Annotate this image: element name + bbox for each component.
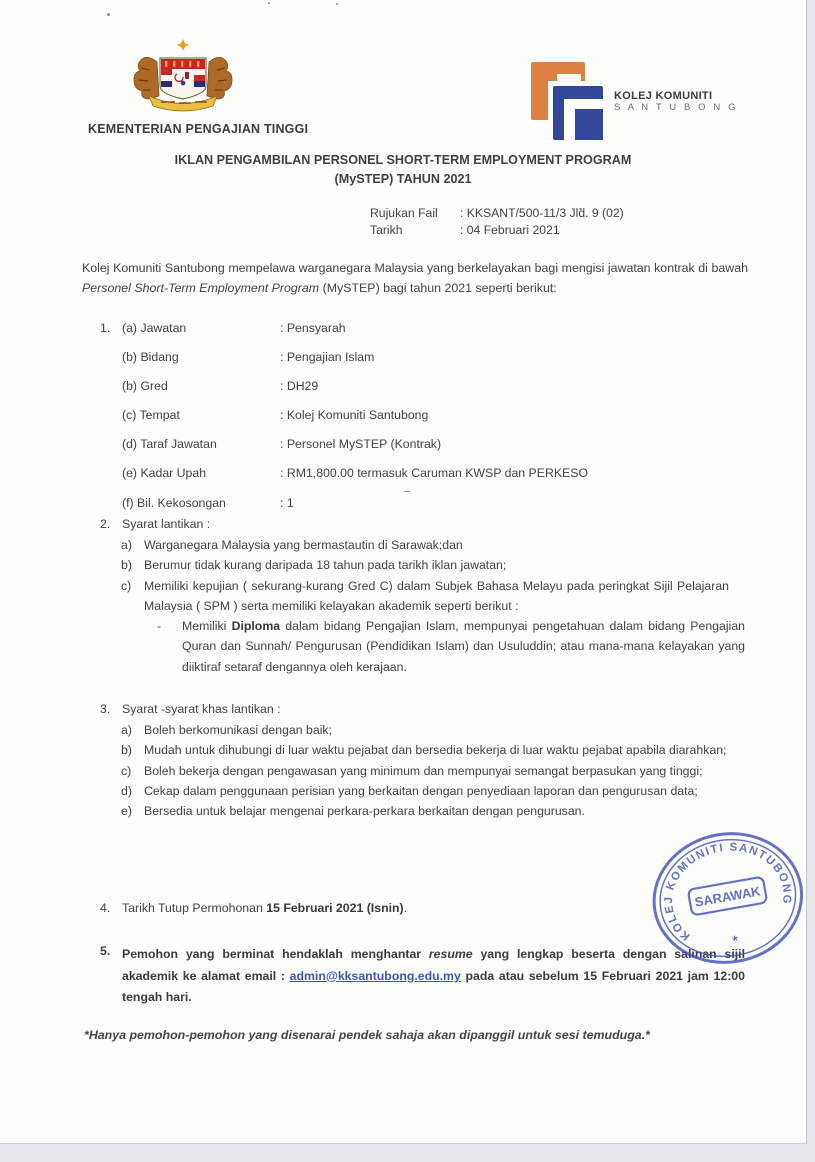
section-appointment-conditions: [100, 514, 745, 677]
section3-number: 3.: [100, 702, 111, 716]
item-letter: c): [121, 763, 132, 778]
job-value: : Kolej Komuniti Santubong: [280, 408, 429, 423]
job-row: [100, 459, 588, 488]
malaysia-coat-of-arms: [127, 38, 239, 118]
footer-note: *Hanya pemohon-pemohon yang disenarai pendek sahaja akan dipanggil untuk sesi temuduga.*: [84, 1028, 650, 1042]
job-value: : DH29: [280, 379, 319, 394]
section1-number: 1.: [100, 321, 111, 335]
intro-paragraph: [82, 258, 748, 298]
scan-speck: [336, 3, 338, 5]
section3-heading-row: [100, 699, 729, 720]
qualification-post: dalam bidang Pengajian Islam, mempunyai pengetahuan dalam bidang Pengajian Quran dan Sunnah/ Pengurusan (Pendidikan Islam) dan Usuluddin; atau mana-mana kelayakan yang diiktiraf setaraf dengannya oleh kerajaan.: [182, 619, 745, 674]
college-rubber-stamp: [637, 815, 815, 983]
item-text: Bersedia untuk belajar mengenai perkara-perkara berkaitan dengan pengurusan.: [144, 804, 585, 819]
college-logo-text: [614, 90, 738, 144]
intro-pre: Kolej Komuniti Santubong mempelawa warganegara Malaysia yang berkelayakan bagi mengisi jawatan kontrak di bawah: [82, 261, 748, 275]
dash-bullet: -: [157, 619, 162, 634]
condition-item: [121, 535, 729, 555]
job-row: [100, 343, 588, 372]
job-label: (c) Tempat: [122, 408, 180, 423]
item-text: Boleh bekerja dengan pengawasan yang minimum dan mempunyai semangat berpasukan yang tinggi;: [144, 763, 703, 778]
document-title-line2: (MySTEP) TAHUN 2021: [334, 172, 472, 186]
item-text: Memiliki kepujian ( sekurang-kurang Gred C) dalam Subjek Bahasa Melayu pada peringkat Sijil Pelajaran Malaysia ( SPM ) serta memiliki kelayakan akademik seperti berikut :: [144, 578, 729, 613]
job-value: : Pengajian Islam: [280, 350, 375, 365]
job-label: (d) Taraf Jawatan: [122, 437, 217, 452]
job-row: [100, 372, 588, 401]
closing-date-value: 15 Februari 2021 (Isnin): [266, 901, 404, 915]
job-label: (a) Jawatan: [122, 321, 187, 335]
job-row: [100, 401, 588, 430]
condition-item: [121, 576, 729, 617]
closing-date-post: .: [403, 901, 408, 915]
reference-file-label: Rujukan Fail: [370, 206, 438, 220]
special-condition-item: [121, 761, 729, 781]
item-letter: b): [121, 743, 132, 758]
item-letter: a): [121, 538, 132, 552]
section-closing-date: [100, 898, 407, 919]
item-letter: d): [121, 783, 132, 798]
application-email-link[interactable]: admin@kksantubong.edu.my: [289, 968, 461, 983]
job-label: (e) Kadar Upah: [122, 466, 207, 481]
reference-date-row: [370, 222, 624, 239]
item-letter: e): [121, 804, 132, 819]
closing-date-text: [122, 898, 407, 919]
item-letter: c): [121, 578, 132, 593]
special-condition-item: [121, 801, 729, 821]
reference-block: [370, 205, 624, 239]
college-name-line1: KOLEJ KOMUNITI: [614, 90, 713, 102]
item-letter: b): [121, 558, 132, 573]
special-condition-item: [121, 781, 729, 801]
item-text: Mudah untuk dihubungi di luar waktu pejabat dan bersedia bekerja di luar waktu pejabat apabila diarahkan;: [144, 743, 727, 758]
condition-item: [121, 555, 729, 575]
section2-heading: Syarat lantikan :: [122, 517, 211, 531]
item-text: Boleh berkomunikasi dengan baik;: [144, 723, 332, 737]
college-name-line2: S A N T U B O N G: [614, 102, 739, 113]
job-value: : Personel MySTEP (Kontrak): [280, 437, 442, 452]
scan-speck: [268, 2, 270, 4]
ministry-name: KEMENTERIAN PENGAJIAN TINGGI: [88, 122, 309, 136]
application-post: pada atau sebelum 15 Februari 2021 jam 12:00 tengah hari.: [122, 968, 745, 1005]
reference-date-label: Tarikh: [370, 223, 403, 237]
item-letter: a): [121, 723, 132, 737]
job-label: (b) Gred: [122, 379, 168, 394]
stamp-ring-text: KOLEJ KOMUNITI SANTUBONG: [662, 841, 793, 943]
section3-heading: Syarat -syarat khas lantikan :: [122, 702, 281, 716]
section5-number: 5.: [100, 944, 111, 958]
section2-heading-row: [100, 514, 745, 535]
item-text: Warganegara Malaysia yang bermastautin di Sarawak;dan: [144, 538, 463, 552]
job-label: (f) Bil. Kekosongan: [122, 495, 226, 510]
section-application-instructions: [100, 944, 745, 1009]
stamp-center-text: SARAWAK: [693, 883, 762, 910]
section-special-conditions: [100, 699, 729, 821]
reference-date-value: : 04 Februari 2021: [460, 223, 560, 237]
college-logo-icon: [531, 60, 609, 144]
special-condition-item: [121, 720, 729, 740]
document-title: [0, 151, 806, 189]
item-text: Berumur tidak kurang daripada 18 tahun pada tarikh iklan jawatan;: [144, 558, 507, 573]
item-text: Cekap dalam penggunaan perisian yang berkaitan dengan penyediaan laporan dan pengurusan data;: [144, 783, 698, 798]
application-pre: Pemohon yang berminat hendaklah menghantar: [122, 947, 429, 961]
reference-file-value: : KKSANT/500-11/3 Jld. 9 (02): [460, 206, 624, 220]
qualification-diploma: Diploma: [231, 619, 281, 634]
special-condition-item: [121, 740, 729, 760]
college-logo: [531, 60, 738, 144]
scan-speck: [107, 13, 110, 16]
application-instructions-text: [122, 944, 745, 1009]
job-row: [100, 430, 588, 459]
section2-number: 2.: [100, 517, 111, 531]
job-label: (b) Bidang: [122, 350, 179, 365]
job-row: [100, 314, 588, 343]
closing-date-pre: Tarikh Tutup Permohonan: [122, 901, 267, 915]
stamp-bottom-mark: *: [731, 932, 740, 949]
application-mid: yang lengkap beserta dengan salinan sijil akademik ke alamat email :: [122, 947, 745, 983]
qualification-text: [182, 616, 745, 677]
qualification-pre: Memiliki: [182, 619, 232, 634]
intro-program-name: Personel Short-Term Employment Program: [82, 281, 320, 295]
document-title-line1: IKLAN PENGAMBILAN PERSONEL SHORT-TERM EMPLOYMENT PROGRAM: [174, 153, 632, 167]
section4-number: 4.: [100, 901, 111, 915]
intro-post: (MySTEP) bagi tahun 2021 seperti berikut:: [319, 281, 557, 295]
reference-file-row: [370, 205, 624, 222]
job-value: : Pensyarah: [280, 321, 346, 335]
job-value: : RM1,800.00 termasuk Caruman KWSP dan PERKESO: [280, 466, 589, 481]
job-value: : 1: [280, 495, 294, 510]
section-job-details: [100, 314, 588, 518]
application-resume-word: resume: [428, 947, 473, 961]
qualification-dash-item: [157, 616, 745, 677]
